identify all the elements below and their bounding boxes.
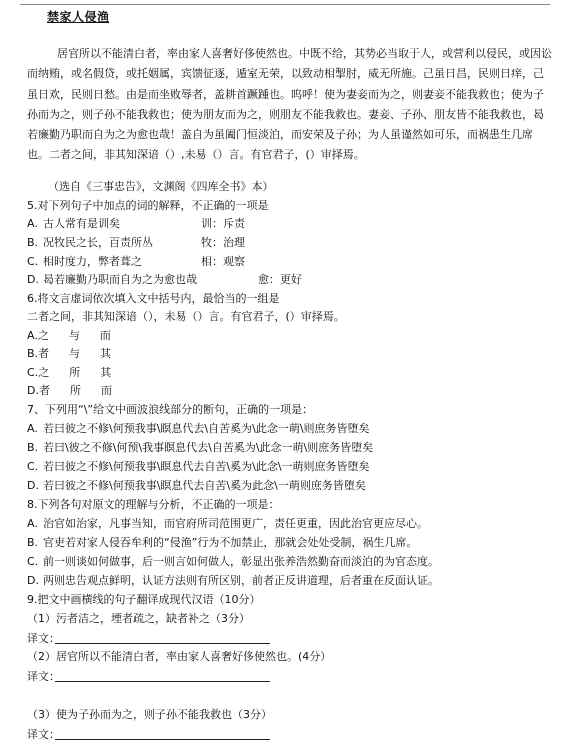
q9-item-2-answer-blank[interactable]	[55, 681, 270, 682]
q6-option-d: D.者 所 而	[27, 384, 112, 397]
q9-item-1-answer-label: 译文：	[27, 632, 60, 645]
q5-option-d: D. 曷若廉勤乃职而自为之为愈也哉 愈：更好	[27, 273, 302, 286]
q8-option-a: A. 治官如治家，凡事当知，而官府所司范围更广，责任更重，因此治官更应尽心。	[27, 517, 428, 530]
passage-text: 居官所以不能清白者，率由家人喜奢好侈使然也。中既不给，其势必当取于人，或营利以侵民，或因讼而纳贿，或名假贷，或托姻属，宾馈征逐，遁室无荣，以致动相掣肘，威无所施。己虽日昌，民则日痒，己虽日欢，民则日愁。由是而坐败辱者，盖耕首蹶踵也。呜呼！使为妻妾而为之，则妻妾不能我救也；使为子孙而为之，则子孙不能我救也；使为朋友而为之，则朋友不能我救也。妻妾、子孙、朋友皆不能我救也，曷若廉勤乃职而自为之为愈也哉！盖自为虽阖门恒淡泊，而安荣及子孙；为人虽谨然如可乐，而祸患生几席也。二者之间，非其知深谙（）,未易（）言。有官君子，(）审择焉。	[27, 47, 552, 162]
top-divider	[20, 4, 550, 5]
q8-stem: 8.下列各句对原文的理解与分析，不正确的一项是：	[27, 498, 280, 511]
q7-option-a: A. 若曰彼之不修\何预我事\瞑息代去\自苦奚为\此念一萌\则庶务皆堕矣	[27, 422, 370, 435]
q9-item-3-prompt: （3）使为子孙而为之，则子孙不能我救也（3分）	[27, 708, 272, 721]
q5-option-a: A. 古人常有是训矣 训：斥责	[27, 217, 245, 230]
q7-option-b: B. 若曰\彼之不修\何预\我事瞑息代去\自苦奚为\此念一萌\则庶务皆堕矣	[27, 441, 374, 454]
source-citation: （选自《三事忠告》，文渊阁《四库全书》本）	[48, 180, 274, 193]
q8-option-d: D. 两则忠告观点鲜明，认证方法则有所区别，前者正反讲道理，后者重在反面认证。	[27, 574, 439, 587]
q8-option-c: C. 前一则谈如何做事，后一则言如何做人，彰显出张养浩然勤奋而淡泊的为官态度。	[27, 555, 439, 568]
q6-option-b: B.者 与 其	[27, 347, 112, 360]
q5-stem: 5.对下列句子中加点的词的解释，不正确的一项是	[27, 199, 269, 212]
q9-item-1-answer-blank[interactable]	[55, 643, 270, 644]
q9-item-2-prompt: （2）居官所以不能清白者，率由家人喜奢好侈使然也。(4分）	[27, 650, 332, 663]
q9-stem: 9.把文中画横线的句子翻译成现代汉语（10分）	[27, 593, 261, 606]
q9-item-1-prompt: （1）污者洁之，堙者疏之，缺者补之（3分）	[27, 612, 250, 625]
q6-option-c: C.之 所 其	[27, 366, 112, 379]
title-underline	[47, 22, 109, 23]
q7-option-c: C. 若曰彼之不修\何预我事\瞑息代去自苦\奚为\此念\一萌则庶务皆堕矣	[27, 460, 370, 473]
q5-option-b: B. 况牧民之长，百责所丛 牧：治理	[27, 236, 245, 249]
q6-stem: 6.将文言虚词依次填入文中括号内，最恰当的一组是	[27, 292, 280, 305]
q9-item-3-answer-label: 译文：	[27, 728, 60, 741]
q5-option-c: C. 相时度力，弊者葺之 相：观察	[27, 255, 245, 268]
q9-item-2-answer-label: 译文：	[27, 670, 60, 683]
q9-item-3-answer-blank[interactable]	[55, 739, 270, 740]
q7-stem: 7、下列用“\”给文中画波浪线部分的断句，正确的一项是：	[27, 403, 314, 416]
q6-quote: 二者之间，非其知深谙（），未易（）言。有官君子，(）审择焉。	[27, 310, 345, 323]
q6-option-a: A.之 与 而	[27, 329, 111, 342]
passage-paragraph	[27, 44, 553, 166]
passage-title: 禁家人侵渔	[47, 10, 110, 24]
q8-option-b: B. 官吏若对家人侵吞牟利的“侵渔”行为不加禁止，那就会处处受制，祸生几席。	[27, 536, 418, 549]
q7-option-d: D. 若曰彼之不修\何预我事\瞑息代去自苦\奚为此念\一萌则庶务皆堕矣	[27, 479, 366, 492]
